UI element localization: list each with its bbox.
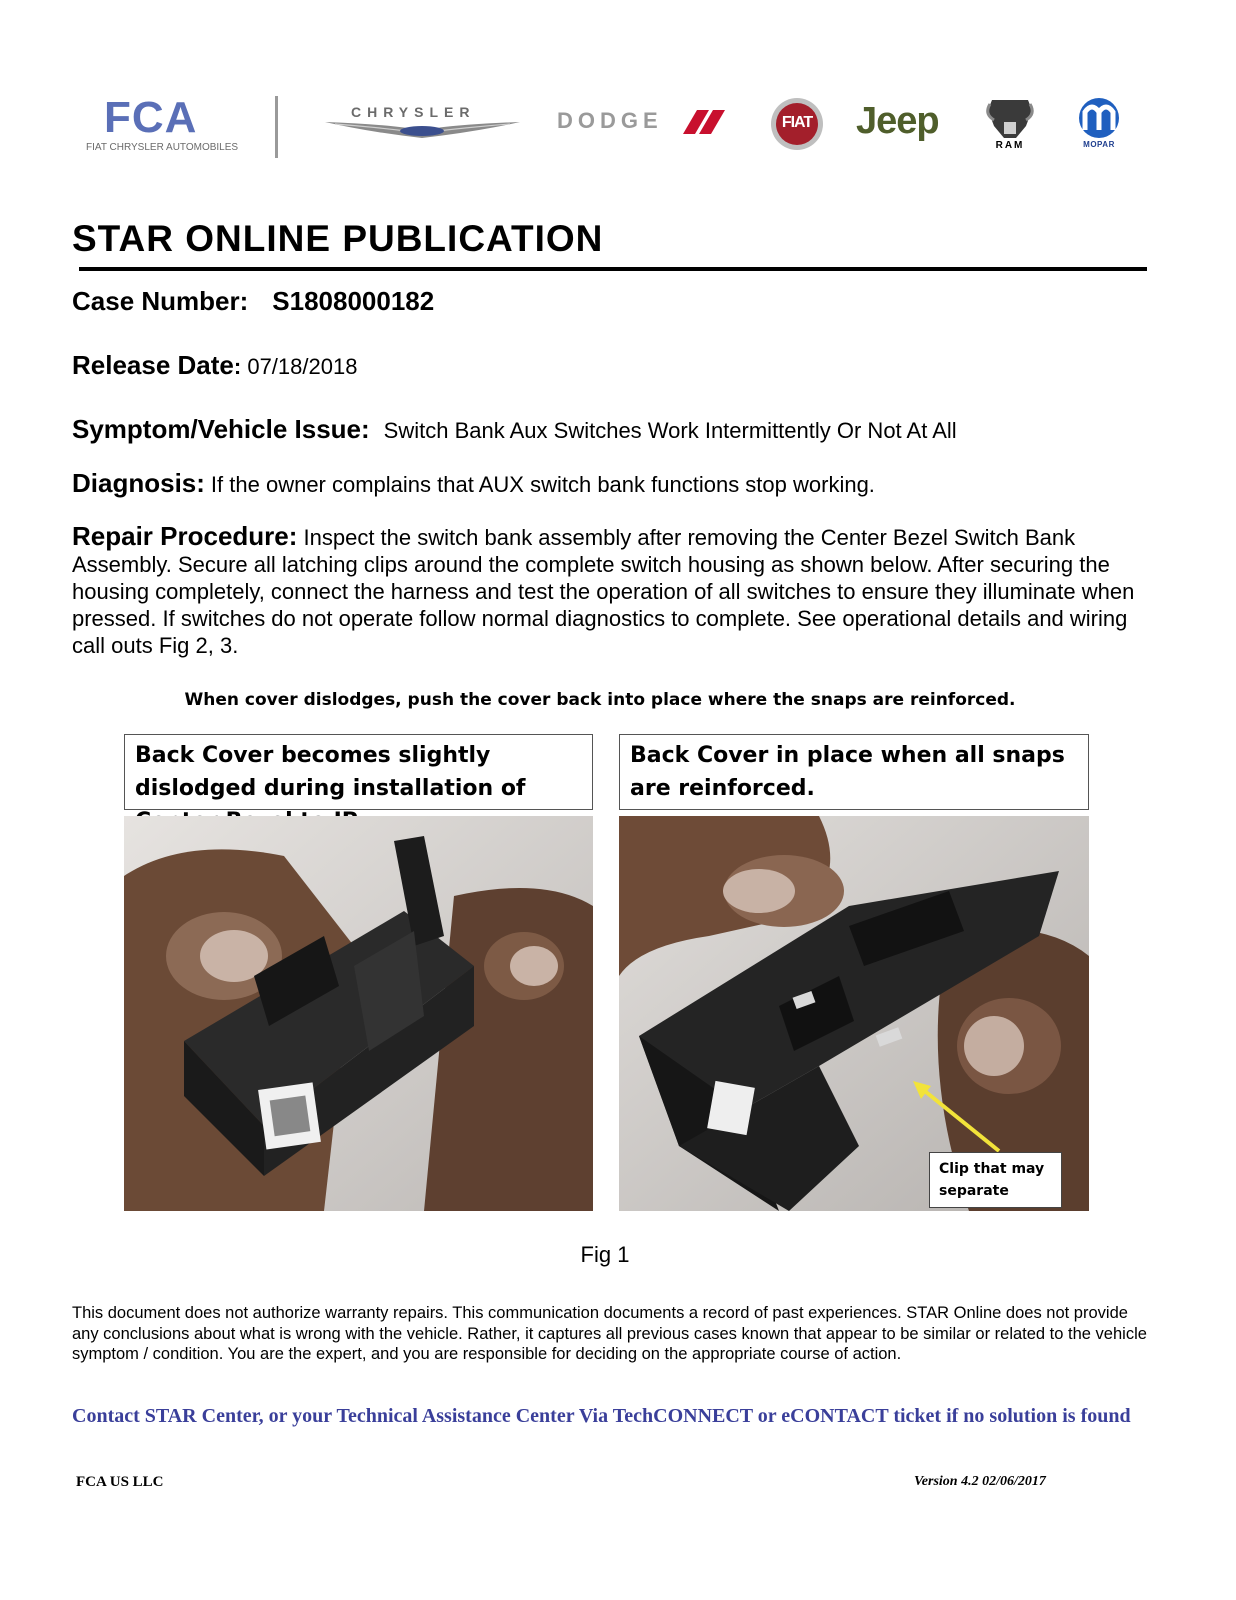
case-number-row: [72, 286, 434, 317]
release-date-label: Release Date: [72, 350, 234, 380]
release-date-row: [72, 350, 357, 381]
symptom-row: [72, 414, 957, 445]
right-photo-label: Back Cover in place when all snaps are reinforced.: [619, 734, 1089, 810]
diagnosis-label: Diagnosis:: [72, 468, 205, 498]
mopar-logo: [1070, 96, 1128, 156]
figure-caption: When cover dislodges, push the cover back into place where the snaps are reinforced.: [184, 690, 1016, 710]
ram-wordmark: RAM: [995, 140, 1025, 151]
dislodged-cover-photo: [124, 816, 593, 1211]
fca-logo-mark: FCA: [104, 93, 198, 142]
symptom-label: Symptom/Vehicle Issue:: [72, 414, 370, 444]
dodge-stripes-icon: [557, 108, 737, 138]
jeep-logo: [856, 100, 948, 146]
jeep-wordmark: Jeep: [856, 100, 939, 142]
chrysler-logo: [325, 102, 520, 148]
ram-logo: [982, 96, 1038, 156]
reinforced-cover-photo: [619, 816, 1089, 1211]
figure-label: Fig 1: [580, 1242, 630, 1267]
fca-logo-subtitle: FIAT CHRYSLER AUTOMOBILES: [86, 142, 239, 153]
chrysler-wordmark: CHRYSLER: [351, 104, 476, 120]
dodge-wordmark: DODGE: [557, 108, 663, 133]
release-date-colon: :: [233, 354, 242, 379]
repair-procedure-label: Repair Procedure:: [72, 521, 298, 551]
page-title: STAR ONLINE PUBLICATION: [72, 218, 604, 259]
chrysler-wings-icon: [325, 102, 520, 148]
repair-procedure: [72, 523, 1147, 659]
dislodged-cover-illustration: [124, 816, 593, 1211]
case-number-value: S1808000182: [272, 286, 435, 316]
fiat-wordmark: FIAT: [781, 114, 813, 131]
footer-version: Version 4.2 02/06/2017: [914, 1474, 1046, 1489]
fca-logo: [86, 93, 246, 158]
contact-note: Contact STAR Center, or your Technical Assistance Center Via TechCONNECT or eCONTACT ticket if no solution is found: [72, 1405, 1131, 1427]
diagnosis-value: If the owner complains that AUX switch bank functions stop working.: [210, 472, 875, 497]
title-divider: [79, 267, 1147, 271]
case-number-label: Case Number:: [72, 286, 249, 316]
mopar-m-icon: [1070, 96, 1128, 140]
diagnosis-row: [72, 468, 875, 499]
footer-company: FCA US LLC: [76, 1474, 164, 1490]
left-photo-label: Back Cover becomes slightly dislodged during installation of: [124, 734, 593, 810]
logo-divider: [275, 96, 278, 158]
fiat-logo: [770, 97, 824, 151]
mopar-wordmark: MOPAR: [1083, 140, 1115, 149]
disclaimer-text: This document does not authorize warranty repairs. This communication documents a record of past experiences. STAR Online does not provide any conclusions about what is wrong with the vehicle. Rather, it captures all previous cases known that appear to be similar or related to the vehicle symptom / condition. You are the expert, and you are responsible for deciding on the appropriate course of action.: [72, 1304, 1147, 1363]
dodge-logo: [557, 108, 737, 138]
release-date-value: 07/18/2018: [241, 354, 358, 379]
clip-callout: Clip that may separate: [929, 1152, 1062, 1208]
repair-procedure-text: Inspect the switch bank assembly after removing the Center Bezel Switch Bank Assembly. Secure all latching clips around the complete switch housing as shown below. After securing the housing completely, connect the harness and test the operation of all switches to ensure they illuminate when pressed. If switches do not operate follow normal diagnostics to complete. See operational details and wiring call outs Fig 2, 3.: [72, 525, 1135, 658]
ram-head-icon: [982, 96, 1038, 140]
symptom-value: Switch Bank Aux Switches Work Intermittently Or Not At All: [383, 418, 957, 443]
